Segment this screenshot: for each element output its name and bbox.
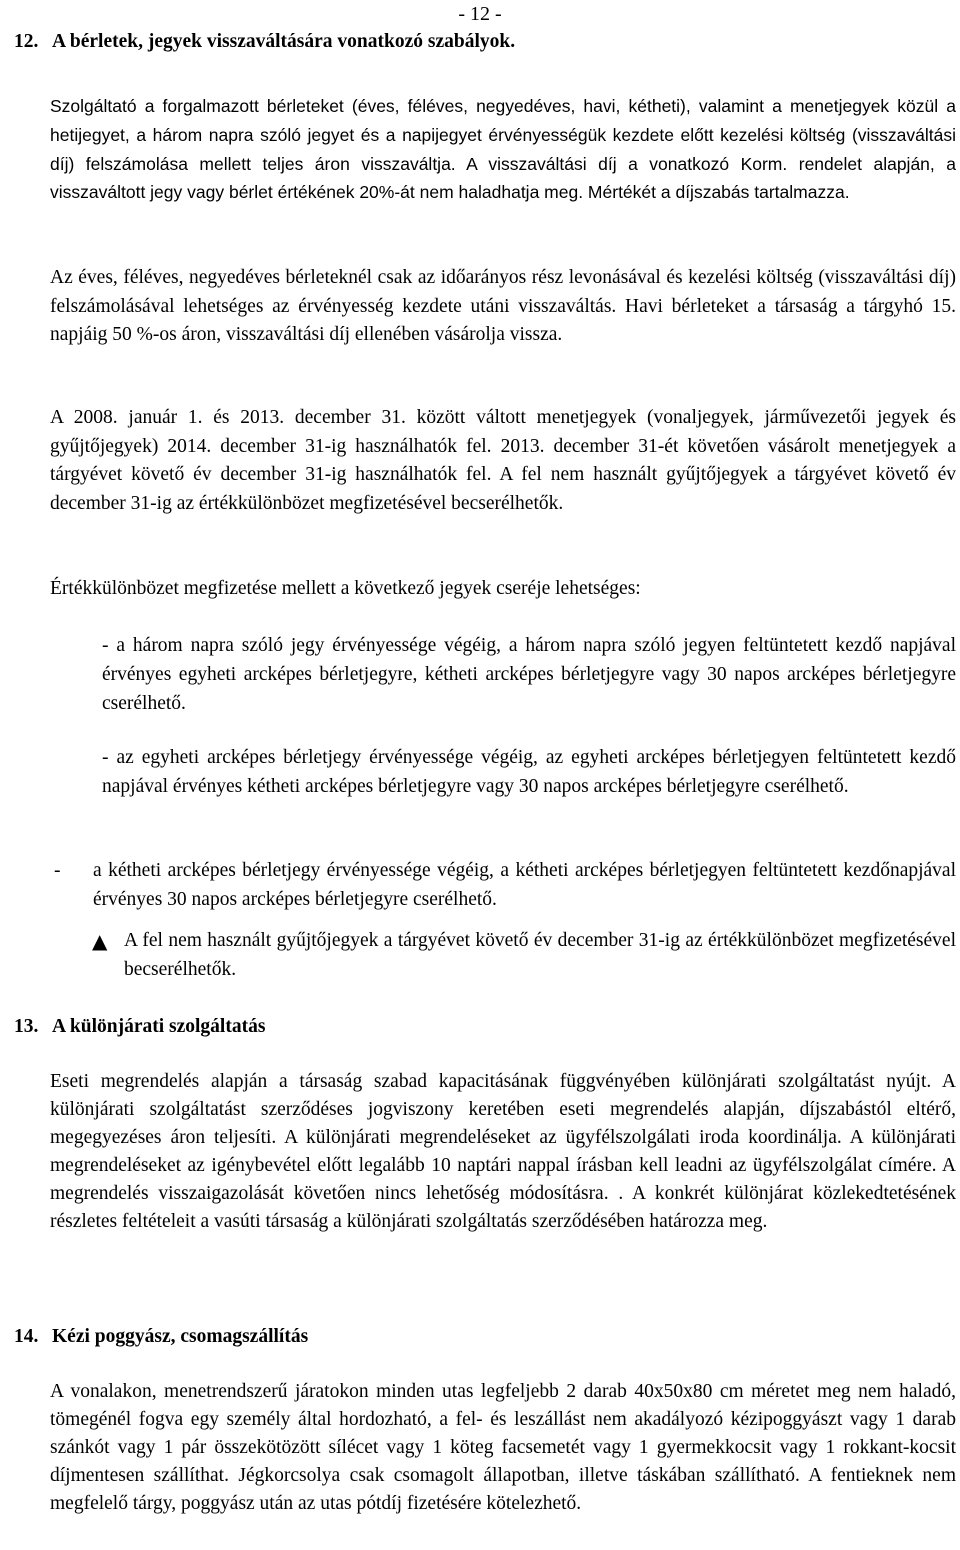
section-12-heading: [14, 29, 515, 55]
section-12-number: 12.: [14, 31, 39, 52]
section-12-paragraph-2: Az éves, féléves, negyedéves bérleteknél csak az időarányos rész levonásával és kezelési költség (visszaváltási díj) felszámolásával lehetséges az érvényesség kezdete utáni visszaváltás. Havi bérleteket a társaság a tárgyhó 15. napjáig 50 %-os áron, visszaváltási díj ellenében vásárolja vissza.: [50, 267, 956, 346]
exchange-item-3-dash: -: [54, 860, 61, 881]
exchange-item-3: a kétheti arcképes bérletjegy érvényessége végéig, a kétheti arcképes bérletjegyen feltüntetett kezdőnapjával érvényes 30 napos arcképes bérletjegyre cserélhető.: [93, 860, 956, 910]
exchange-item-1: - a három napra szóló jegy érvényessége végéig, a három napra szóló jegyen feltüntetett kezdő napjával érvényes egyheti arcképes bérletjegyre, kétheti arcképes bérletjegyre vagy 30 napos arcképes bérletjegyre cserélhető.: [102, 635, 956, 714]
triangle-bullet-icon: ▲: [92, 929, 108, 953]
section-14-heading: [14, 1324, 308, 1350]
section-13-paragraph-1: Eseti megrendelés alapján a társaság szabad kapacitásának függvényében különjárati szolgáltatást nyújt. A különjárati szolgáltatást szerződéses jogviszony keretében eseti megrendelés alapján, díjszabástól eltérő, megegyezéses áron teljesíti. A különjárati megrendeléseket az ügyfélszolgálati iroda koordinálja. A különjárati megrendeléseket az igénybevétel előtt legalább 10 naptári nappal írásban kell leadni az ügyfélszolgálat címére. A megrendelés visszaigazolását követően nincs lehetőség módosításra. . A konkrét különjárat közlekedtetésének részletes feltételeit a vasúti társaság a különjárati szolgáltatás szerződésében határozza meg.: [50, 1071, 956, 1232]
section-13-title: A különjárati szolgáltatás: [52, 1016, 266, 1037]
section-12-paragraph-3: A 2008. január 1. és 2013. december 31. között váltott menetjegyek (vonaljegyek, járművezetői jegyek és gyűjtőjegyek) 2014. december 31-ig használhatók fel. 2013. december 31-ét követően vásárolt menetjegyek a tárgyévet követő év december 31-ig használhatók fel. A fel nem használt gyűjtőjegyek a tárgyévet követő év december 31-ig az értékkülönbözet megfizetésével becserélhetők.: [50, 407, 956, 515]
section-12-paragraph-1: Szolgáltató a forgalmazott bérleteket (éves, féléves, negyedéves, havi, kétheti), valamint a menetjegyek közül a hetijegyet, a három napra szóló jegyet és a napijegyet érvényességük kezdete előtt kezelési költség (visszaváltási díj) felszámolása mellett teljes áron visszaváltja. A visszaváltási díj a vonatkozó Korm. rendelet alapján, a visszaváltott jegy vagy bérlet értékének 20%-át nem haladhatja meg. Mértékét a díjszabás tartalmazza.: [50, 96, 956, 203]
section-12-title: A bérletek, jegyek visszaváltására vonatkozó szabályok.: [52, 31, 516, 52]
section-13-heading: [14, 1014, 265, 1040]
section-14-title: Kézi poggyász, csomagszállítás: [52, 1326, 309, 1347]
exchange-item-4: A fel nem használt gyűjtőjegyek a tárgyévet követő év december 31-ig az értékkülönbözet megfizetésével becserélhetők.: [124, 930, 956, 980]
section-13-number: 13.: [14, 1016, 39, 1037]
section-14-paragraph-1: A vonalakon, menetrendszerű járatokon minden utas legfeljebb 2 darab 40x50x80 cm méretet meg nem haladó, tömegénél fogva egy személy által hordozható, a fel- és leszállást nem akadályozó kézipoggyászt vagy 1 darab szánkót vagy 1 pár összekötözött sílécet vagy 1 köteg facsemetét vagy 1 gyermekkocsit vagy 1 rokkant-kocsit díjmentesen szállíthat. Jégkorcsolya csak csomagolt állapotban, illetve táskában szállítható. A fentieknek nem megfelelő tárgy, poggyász után az utas pótdíj fizetésére kötelezhető.: [50, 1381, 956, 1514]
exchange-item-2: - az egyheti arcképes bérletjegy érvényessége végéig, az egyheti arcképes bérletjegyen feltüntetett kezdő napjával érvényes kétheti arcképes bérletjegyre vagy 30 napos arcképes bérletjegyre cserélhető.: [102, 747, 956, 797]
page-number: - 12 -: [458, 3, 502, 25]
section-12-paragraph-4: Értékkülönbözet megfizetése mellett a következő jegyek cseréje lehetséges:: [50, 578, 641, 599]
section-14-number: 14.: [14, 1326, 39, 1347]
